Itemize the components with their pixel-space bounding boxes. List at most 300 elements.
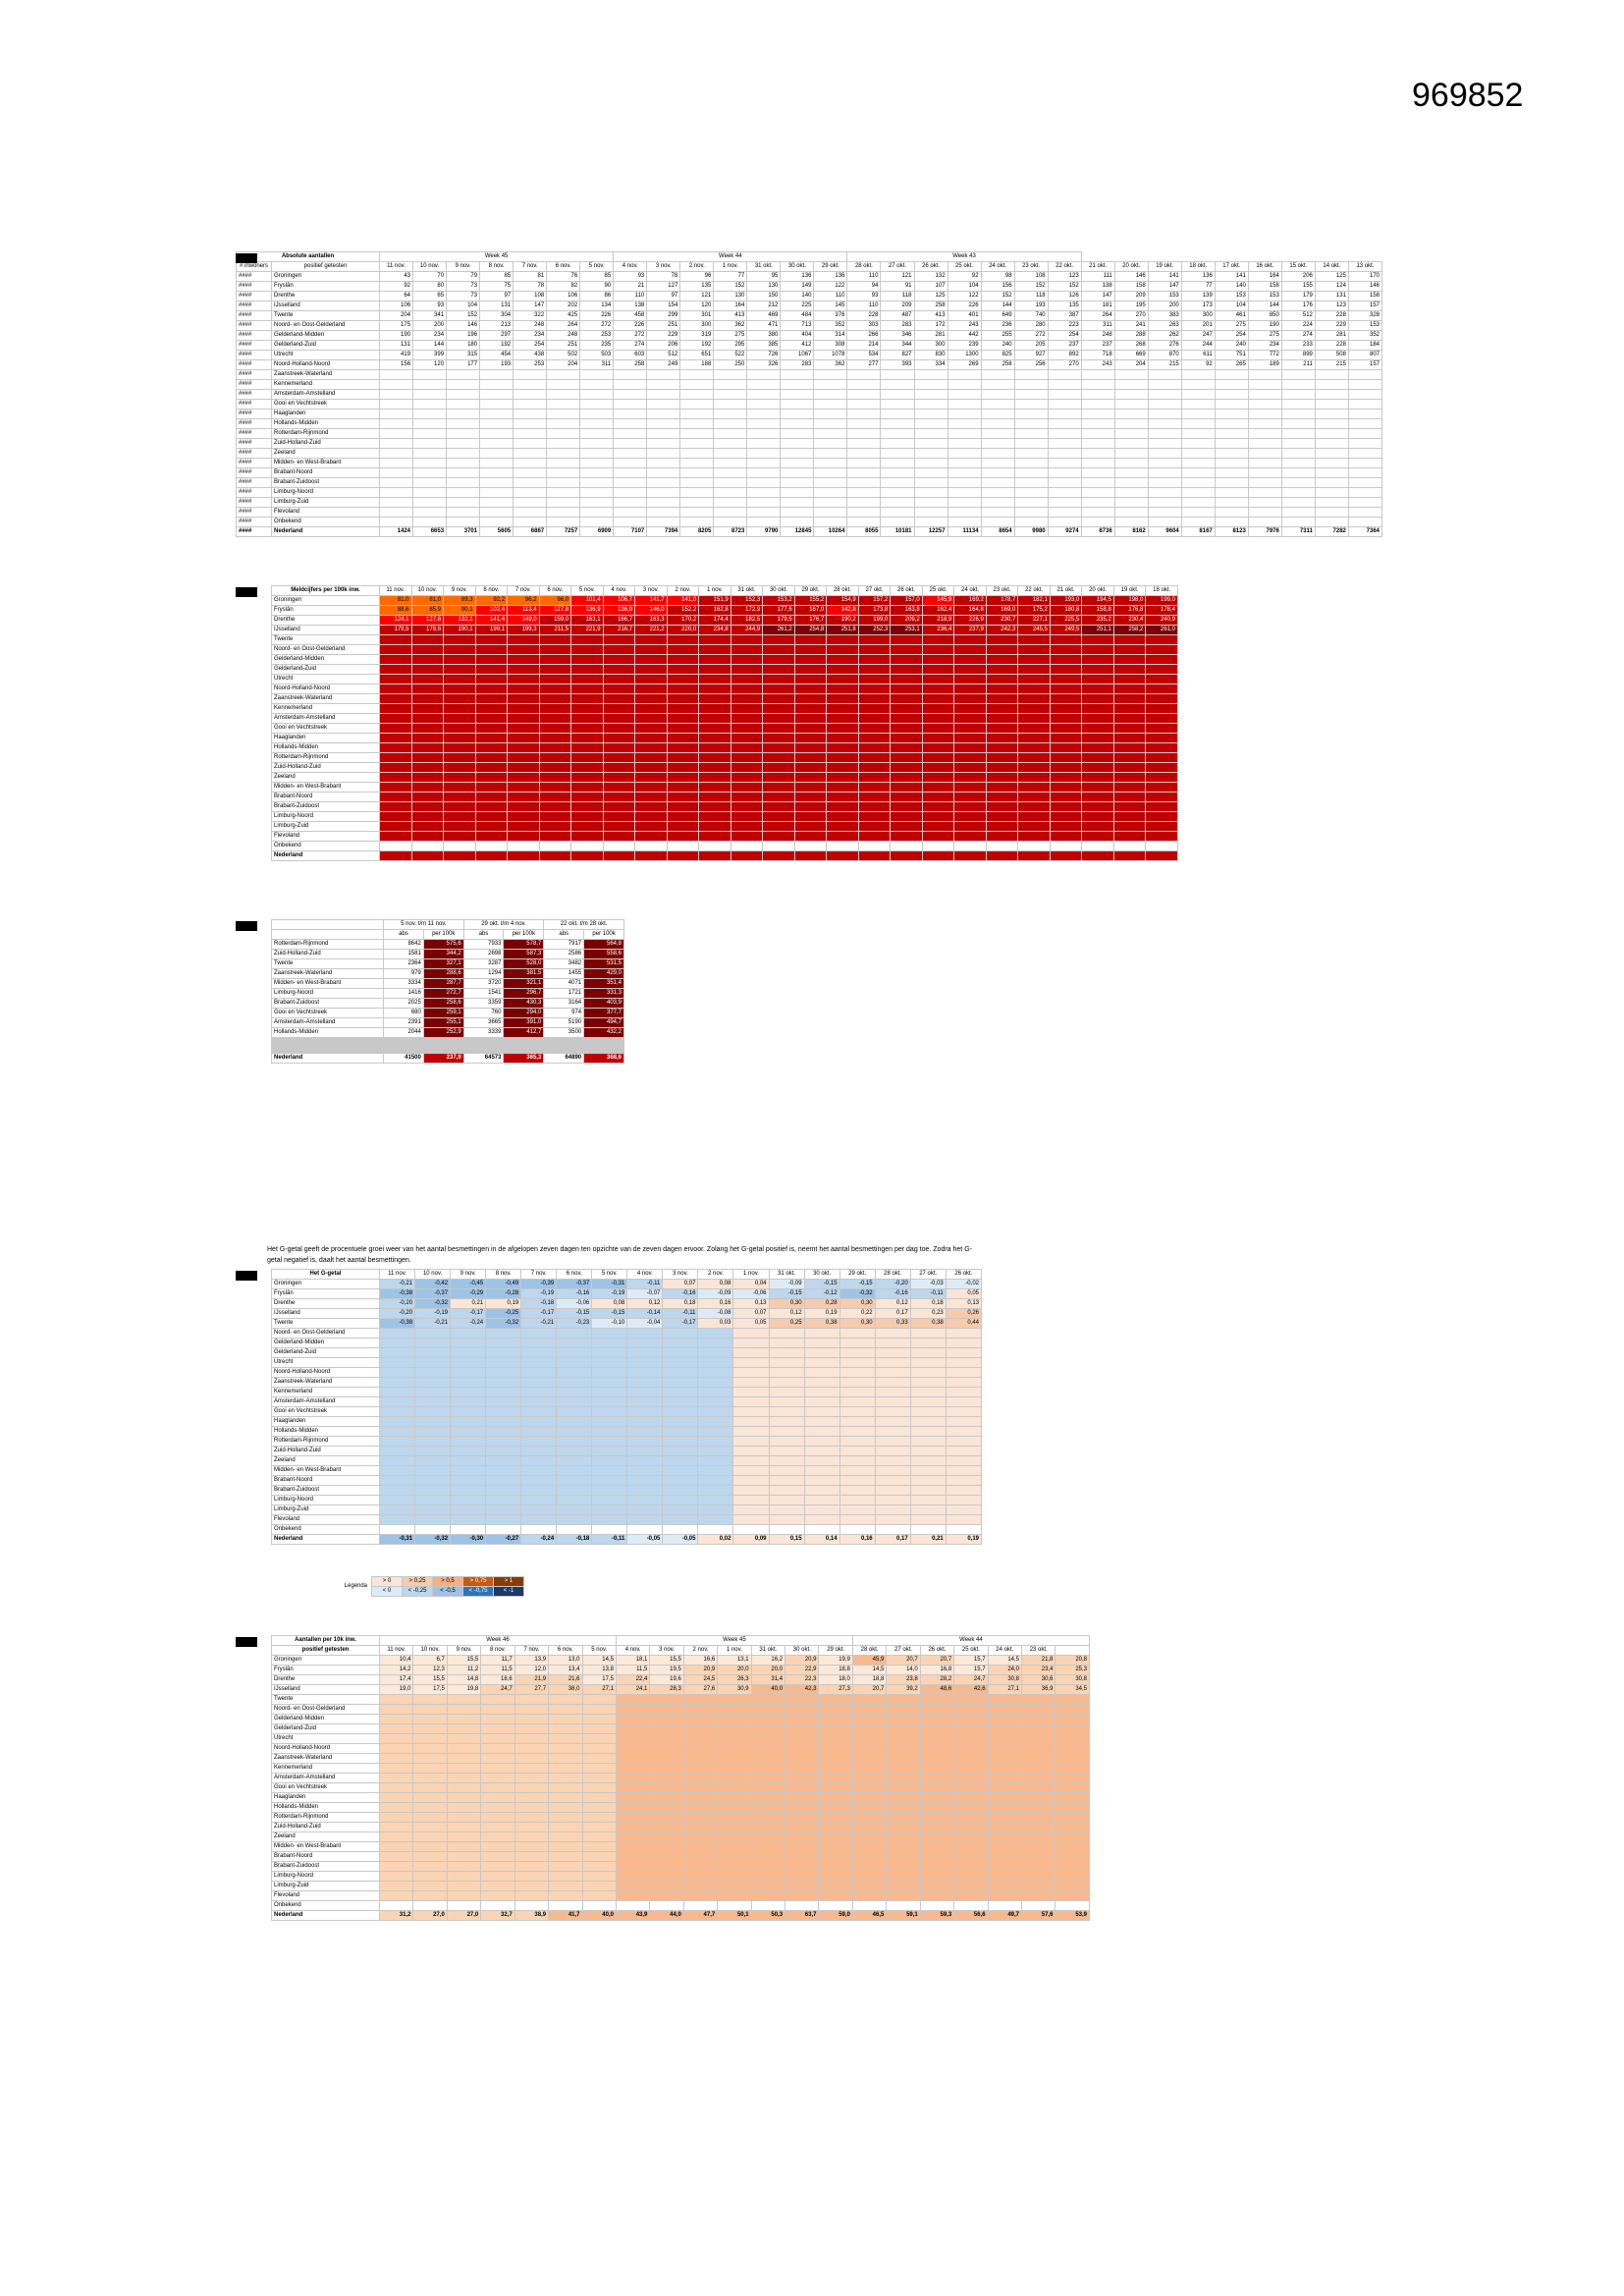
value-cell — [814, 380, 847, 390]
value-cell: 193 — [1014, 301, 1048, 311]
value-cell — [1082, 842, 1114, 851]
value-cell — [380, 459, 413, 468]
value-cell — [839, 1339, 875, 1348]
value-cell — [731, 665, 763, 675]
value-cell: 1721 — [544, 989, 584, 999]
value-cell — [954, 1882, 988, 1891]
value-cell: 0,08 — [592, 1299, 627, 1309]
value-cell — [616, 1783, 649, 1793]
value-cell — [1050, 684, 1082, 694]
value-cell — [616, 1862, 649, 1872]
value-cell — [582, 1882, 616, 1891]
value-cell — [891, 665, 923, 675]
value-cell — [647, 498, 680, 508]
value-cell — [647, 419, 680, 429]
value-cell — [411, 655, 444, 665]
value-cell — [946, 1417, 981, 1427]
value-cell — [847, 518, 881, 527]
value-cell: 173 — [1181, 301, 1215, 311]
value-cell — [947, 459, 981, 468]
value-cell — [986, 675, 1018, 684]
table-row — [272, 675, 1178, 684]
value-cell — [415, 1348, 451, 1358]
value-cell — [1082, 734, 1114, 743]
value-cell — [986, 822, 1018, 832]
value-cell — [582, 1724, 616, 1734]
value-cell — [475, 832, 508, 842]
value-cell — [785, 1744, 819, 1754]
value-cell — [839, 1486, 875, 1496]
value-cell — [571, 743, 604, 753]
value-cell: -0,17 — [663, 1319, 698, 1329]
value-cell: 152,3 — [731, 596, 763, 606]
value-cell — [451, 1525, 486, 1535]
value-cell — [444, 763, 476, 773]
value-cell — [858, 734, 891, 743]
value-cell — [549, 1754, 582, 1764]
value-cell: 12845 — [781, 527, 814, 537]
value-cell — [663, 1388, 698, 1397]
value-cell — [858, 675, 891, 684]
value-cell: 40,0 — [751, 1685, 785, 1695]
value-cell — [699, 635, 731, 645]
value-cell — [731, 753, 763, 763]
value-cell: 42,6 — [954, 1685, 988, 1695]
value-cell — [380, 1417, 415, 1427]
value-cell — [814, 488, 847, 498]
value-cell — [910, 1407, 946, 1417]
value-cell — [751, 1842, 785, 1852]
value-cell: 19,9 — [819, 1656, 852, 1666]
value-cell: 76 — [547, 272, 580, 282]
date-header: 6 nov. — [547, 262, 580, 272]
value-cell: 0,12 — [875, 1299, 910, 1309]
value-cell: 0,38 — [804, 1319, 839, 1329]
table-row — [272, 1280, 982, 1289]
value-cell: 226 — [614, 321, 647, 331]
value-cell — [852, 1891, 886, 1901]
value-cell: 432,2 — [584, 1028, 624, 1038]
value-cell — [763, 675, 795, 684]
value-cell — [680, 410, 714, 419]
value-cell — [475, 655, 508, 665]
value-cell — [914, 488, 947, 498]
value-cell — [1082, 822, 1114, 832]
region-label: Noord-Holland-Noord — [272, 1368, 380, 1378]
legend-swatch: > 0,5 — [433, 1577, 463, 1587]
value-cell — [447, 429, 480, 439]
value-cell: 27,3 — [819, 1685, 852, 1695]
table-row — [272, 606, 1178, 616]
value-cell — [914, 370, 947, 380]
value-cell — [699, 753, 731, 763]
value-cell — [785, 1783, 819, 1793]
value-cell — [1148, 498, 1181, 508]
value-cell — [731, 734, 763, 743]
value-cell: 13,4 — [549, 1666, 582, 1675]
value-cell — [447, 1754, 480, 1764]
value-cell — [891, 675, 923, 684]
value-cell: 24,0 — [988, 1666, 1021, 1675]
value-cell: 254 — [514, 341, 547, 351]
region-label: Noord-Holland-Noord — [272, 360, 380, 370]
value-cell — [603, 714, 635, 724]
value-cell — [751, 1764, 785, 1774]
value-cell — [698, 1456, 733, 1466]
value-cell: 297 — [480, 331, 514, 341]
value-cell — [582, 1852, 616, 1862]
value-cell — [1056, 1744, 1090, 1754]
value-cell — [411, 802, 444, 812]
table-row — [272, 1515, 982, 1525]
section-per10k — [236, 1635, 1090, 1921]
value-cell: 15,5 — [447, 1656, 480, 1666]
value-cell — [1315, 459, 1348, 468]
value-cell — [603, 645, 635, 655]
value-cell: 181 — [1081, 301, 1114, 311]
value-cell — [1114, 439, 1148, 449]
value-cell — [731, 675, 763, 684]
value-cell — [549, 1705, 582, 1715]
value-cell — [1113, 665, 1146, 675]
table-row — [272, 940, 624, 950]
value-cell: 751 — [1215, 351, 1248, 360]
region-label: Zeeland — [272, 449, 380, 459]
value-cell — [847, 488, 881, 498]
value-cell: 176 — [1281, 301, 1315, 311]
value-cell: -0,20 — [380, 1299, 415, 1309]
value-cell — [557, 1456, 592, 1466]
value-cell — [1113, 743, 1146, 753]
value-cell: 199,0 — [858, 616, 891, 626]
value-cell: 247 — [1181, 331, 1215, 341]
value-cell — [827, 694, 859, 704]
table-row — [272, 1397, 982, 1407]
value-cell: 3482 — [544, 959, 584, 969]
value-cell — [380, 635, 412, 645]
value-cell — [1215, 478, 1248, 488]
value-cell — [699, 822, 731, 832]
value-cell — [380, 370, 413, 380]
value-cell — [1081, 518, 1114, 527]
value-cell: 870 — [1148, 351, 1181, 360]
value-cell: 9604 — [1148, 527, 1181, 537]
value-cell — [781, 400, 814, 410]
value-cell: 233 — [1281, 341, 1315, 351]
value-cell — [785, 1882, 819, 1891]
value-cell — [521, 1486, 557, 1496]
value-cell: 2586 — [544, 950, 584, 959]
value-cell — [508, 822, 540, 832]
value-cell — [1113, 734, 1146, 743]
value-cell — [508, 793, 540, 802]
value-cell — [508, 802, 540, 812]
value-cell — [627, 1515, 663, 1525]
value-cell — [1281, 429, 1315, 439]
value-cell: 229 — [1315, 321, 1348, 331]
value-cell — [571, 753, 604, 763]
value-cell: 124 — [1315, 282, 1348, 292]
value-cell — [954, 793, 987, 802]
value-cell — [827, 724, 859, 734]
value-cell — [922, 704, 954, 714]
value-cell: -0,38 — [380, 1289, 415, 1299]
value-cell — [444, 773, 476, 783]
value-cell: 235,2 — [1082, 616, 1114, 626]
value-cell — [1114, 449, 1148, 459]
value-cell — [603, 694, 635, 704]
value-cell — [413, 498, 447, 508]
value-cell — [413, 459, 447, 468]
value-cell — [415, 1417, 451, 1427]
value-cell — [1081, 498, 1114, 508]
value-cell — [557, 1378, 592, 1388]
value-cell — [486, 1378, 521, 1388]
value-cell: -0,21 — [521, 1319, 557, 1329]
value-cell — [635, 635, 668, 645]
value-cell — [521, 1397, 557, 1407]
value-cell: 713 — [781, 321, 814, 331]
value-cell — [508, 773, 540, 783]
value-cell: 328 — [1348, 311, 1381, 321]
value-cell — [922, 753, 954, 763]
value-cell — [557, 1476, 592, 1486]
value-cell: 77 — [1181, 282, 1215, 292]
value-cell — [539, 704, 571, 714]
value-cell — [1081, 488, 1114, 498]
date-header: 9 nov. — [444, 586, 476, 596]
region-label: Flevoland — [272, 508, 380, 518]
value-cell — [910, 1515, 946, 1525]
value-cell — [380, 1862, 413, 1872]
value-cell — [1348, 429, 1381, 439]
value-cell — [521, 1437, 557, 1447]
value-cell — [380, 851, 412, 861]
population-cell: #### — [237, 390, 272, 400]
value-cell: -0,37 — [557, 1280, 592, 1289]
value-cell — [922, 684, 954, 694]
region-label: Gelderland-Zuid — [272, 665, 380, 675]
value-cell — [781, 449, 814, 459]
value-cell — [875, 1378, 910, 1388]
value-cell — [920, 1734, 953, 1744]
value-cell: 27,0 — [413, 1911, 447, 1921]
value-cell — [1056, 1852, 1090, 1862]
value-cell — [887, 1764, 920, 1774]
value-cell — [769, 1525, 804, 1535]
value-cell — [785, 1695, 819, 1705]
value-cell: -0,15 — [769, 1289, 804, 1299]
value-cell: 145 — [814, 301, 847, 311]
value-cell — [1113, 822, 1146, 832]
value-cell — [514, 1901, 548, 1911]
value-cell: 401 — [947, 311, 981, 321]
value-cell — [614, 390, 647, 400]
value-cell — [447, 1734, 480, 1744]
table-row — [272, 1666, 1090, 1675]
value-cell — [1114, 390, 1148, 400]
value-cell: 177,6 — [763, 606, 795, 616]
value-cell — [954, 684, 987, 694]
value-cell — [521, 1427, 557, 1437]
value-cell — [910, 1505, 946, 1515]
value-cell: 30,9 — [718, 1685, 751, 1695]
value-cell — [444, 724, 476, 734]
value-cell: 190,2 — [827, 616, 859, 626]
region-label: Limburg-Noord — [272, 989, 384, 999]
value-cell: 93 — [614, 272, 647, 282]
table-title: Aantallen per 10k inw. — [272, 1636, 380, 1646]
value-cell — [635, 753, 668, 763]
value-cell — [1018, 743, 1051, 753]
value-cell — [887, 1842, 920, 1852]
value-cell — [480, 459, 514, 468]
value-cell: 270 — [1048, 360, 1081, 370]
value-cell — [1215, 390, 1248, 400]
value-cell: 20,9 — [683, 1666, 717, 1675]
value-cell: 127,6 — [411, 616, 444, 626]
population-cell: #### — [237, 429, 272, 439]
value-cell: 180,8 — [1050, 606, 1082, 616]
value-cell — [380, 380, 413, 390]
value-cell — [922, 675, 954, 684]
value-cell — [603, 822, 635, 832]
value-cell: 11,7 — [481, 1656, 514, 1666]
region-label: Rotterdam-Rijnmond — [272, 940, 384, 950]
population-cell: #### — [237, 360, 272, 370]
value-cell — [794, 763, 827, 773]
value-cell — [698, 1505, 733, 1515]
region-label: Hollands-Midden — [272, 1028, 384, 1038]
value-cell — [444, 743, 476, 753]
value-cell: 680 — [384, 1009, 424, 1018]
value-cell — [954, 675, 987, 684]
value-cell — [475, 724, 508, 734]
value-cell: 149 — [781, 282, 814, 292]
region-label: Onbekend — [272, 842, 380, 851]
value-cell — [714, 380, 747, 390]
value-cell — [954, 1852, 988, 1862]
value-cell — [447, 419, 480, 429]
value-cell — [683, 1842, 717, 1852]
date-header: 9 nov. — [451, 1270, 486, 1280]
value-cell — [988, 1734, 1021, 1744]
value-cell — [910, 1368, 946, 1378]
value-cell — [827, 832, 859, 842]
value-cell: 175,2 — [1018, 606, 1051, 616]
value-cell: 0,16 — [839, 1535, 875, 1545]
value-cell: 209 — [1114, 292, 1148, 301]
value-cell: 288 — [1114, 331, 1148, 341]
value-cell — [847, 419, 881, 429]
value-cell — [920, 1852, 953, 1862]
value-cell — [557, 1466, 592, 1476]
table-row — [272, 1329, 982, 1339]
value-cell — [380, 1882, 413, 1891]
region-label: Twente — [272, 959, 384, 969]
value-cell — [922, 635, 954, 645]
value-cell — [667, 793, 699, 802]
value-cell — [731, 773, 763, 783]
value-cell — [875, 1339, 910, 1348]
value-cell: 304 — [480, 311, 514, 321]
value-cell — [444, 851, 476, 861]
value-cell — [508, 675, 540, 684]
value-cell — [858, 812, 891, 822]
table-row — [237, 321, 1382, 331]
value-cell — [1018, 645, 1051, 655]
value-cell — [1081, 459, 1114, 468]
value-cell: 201 — [1181, 321, 1215, 331]
value-cell: -0,11 — [592, 1535, 627, 1545]
value-cell: 221,9 — [571, 626, 604, 635]
value-cell: -0,19 — [592, 1289, 627, 1299]
value-cell — [852, 1754, 886, 1764]
date-header: 1 nov. — [718, 1646, 751, 1656]
value-cell — [411, 665, 444, 675]
region-label: Utrecht — [272, 675, 380, 684]
table-row — [272, 665, 1178, 675]
value-cell — [521, 1496, 557, 1505]
value-cell — [769, 1486, 804, 1496]
value-cell: 7282 — [1315, 527, 1348, 537]
value-cell: 136 — [1181, 272, 1215, 282]
value-cell: 7311 — [1281, 527, 1315, 537]
value-cell: 85 — [580, 272, 614, 282]
value-cell: 274 — [1281, 331, 1315, 341]
value-cell — [819, 1715, 852, 1724]
value-cell — [447, 1901, 480, 1911]
value-cell — [751, 1882, 785, 1891]
value-cell — [571, 793, 604, 802]
value-cell: 461 — [1215, 311, 1248, 321]
value-cell: 331,3 — [584, 989, 624, 999]
value-cell: 86 — [580, 292, 614, 301]
value-cell — [627, 1486, 663, 1496]
value-cell — [1081, 400, 1114, 410]
value-cell — [804, 1358, 839, 1368]
date-header: 9 nov. — [447, 1646, 480, 1656]
value-cell: 178,6 — [411, 626, 444, 635]
value-cell — [981, 429, 1014, 439]
value-cell — [380, 665, 412, 675]
value-cell: 1294 — [463, 969, 504, 979]
value-cell — [763, 773, 795, 783]
value-cell — [680, 478, 714, 488]
value-cell — [785, 1823, 819, 1832]
value-cell — [839, 1427, 875, 1437]
value-cell — [827, 802, 859, 812]
value-cell — [486, 1466, 521, 1476]
value-cell: 101,4 — [571, 596, 604, 606]
value-cell — [699, 763, 731, 773]
value-cell — [380, 1427, 415, 1437]
value-cell — [827, 851, 859, 861]
date-header: 4 nov. — [627, 1270, 663, 1280]
value-cell — [814, 410, 847, 419]
value-cell: -0,39 — [521, 1280, 557, 1289]
region-label: Groningen — [272, 1280, 380, 1289]
value-cell — [986, 773, 1018, 783]
value-cell: 3500 — [544, 1028, 584, 1038]
value-cell — [627, 1437, 663, 1447]
value-cell — [549, 1783, 582, 1793]
value-cell: 92 — [947, 272, 981, 282]
value-cell — [847, 449, 881, 459]
value-cell — [380, 1339, 415, 1348]
value-cell — [413, 1832, 447, 1842]
value-cell: 215 — [1148, 360, 1181, 370]
